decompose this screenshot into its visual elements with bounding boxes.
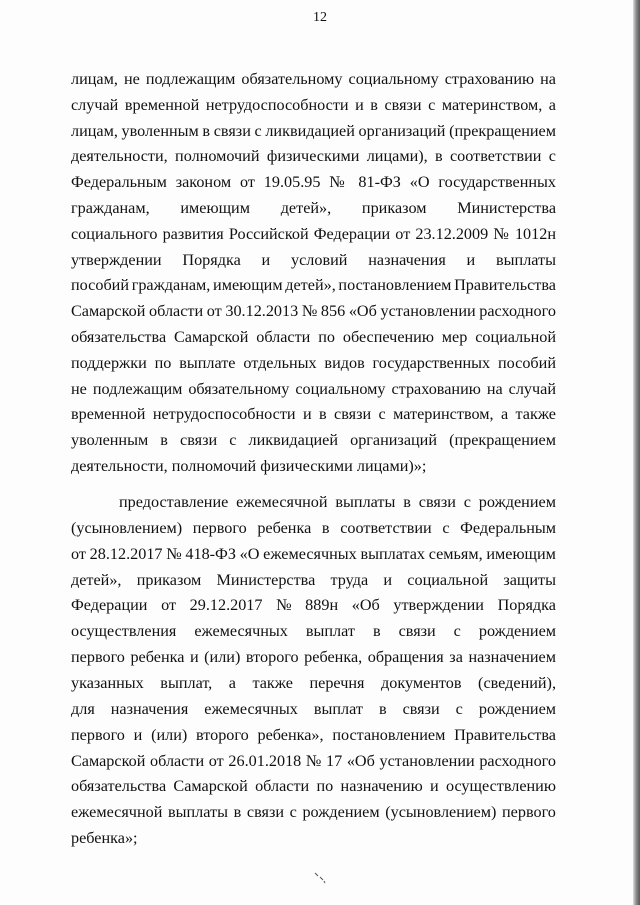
text-word: и (133, 725, 143, 744)
scan-speck-mark (313, 871, 327, 885)
text-line (71, 275, 556, 295)
text-word: ребенка, (304, 648, 363, 667)
text-line (71, 699, 556, 719)
text-word: за (449, 648, 463, 667)
text-word: в (403, 493, 411, 511)
text-word: «Об (348, 302, 377, 321)
text-line (71, 146, 556, 166)
text-line (119, 492, 556, 512)
text-word: ребенка», (257, 725, 324, 744)
text-word: 28.12.2017 (89, 544, 163, 563)
text-word: с (229, 431, 237, 450)
text-word: Федеральным законом от 19.05.95 № 81-ФЗ «О государственных (71, 173, 556, 192)
text-word: подлежащим (92, 379, 183, 398)
text-line (71, 647, 556, 667)
text-word: постановлением (332, 725, 446, 744)
text-word: ежемесячных (263, 544, 357, 563)
text-word: связи (213, 121, 251, 140)
text-line (71, 69, 556, 89)
text-word: утверждении (393, 596, 484, 615)
text-line (71, 673, 556, 693)
text-line (71, 95, 556, 115)
scan-edge-shadow (633, 0, 640, 905)
text-word: не (123, 70, 140, 88)
text-word: гражданам, (131, 276, 211, 295)
text-word: социального развития Российской Федерации от 23.12.2009 № 1012н (71, 224, 556, 243)
text-word: связи (418, 493, 456, 511)
text-word: осуществления ежемесячных выплат в связи с рождением (71, 622, 556, 641)
text-word: 17 (325, 751, 343, 770)
text-word: выплаты (335, 493, 396, 511)
text-word: деятельности, полномочий физическими лицами)»; (71, 457, 427, 475)
text-word: обращения (367, 648, 444, 667)
text-word: обязательства (71, 777, 167, 796)
text-word: ликвидацией (248, 431, 339, 450)
text-word: ежемесячной (236, 493, 328, 511)
text-word: поддержки по выплате отдельных видов государственных пособий (71, 353, 556, 372)
text-word: 26.01.2018 (228, 751, 302, 770)
text-line (71, 802, 556, 822)
text-word: Самарской (173, 777, 248, 796)
text-word: в (233, 803, 242, 822)
text-word: гражданам, имеющим детей», приказом Министерства (71, 199, 556, 217)
text-word: № (166, 544, 182, 563)
text-word: 30.12.2013 (225, 302, 299, 321)
text-word: временной нетрудоспособности и в связи с материнством, а также (71, 405, 556, 424)
text-word: указанных выплат, а также перечня документов (сведений), (71, 673, 556, 692)
text-word: ежемесячной (71, 803, 163, 822)
text-line (71, 570, 556, 590)
text-word: Самарской (71, 751, 146, 770)
text-word: от (208, 751, 224, 770)
text-word: пособий (71, 276, 130, 295)
text-word: социальной (475, 328, 556, 346)
text-word: с (254, 121, 262, 140)
text-word: организаций (358, 121, 446, 140)
text-word: обязательства (71, 328, 167, 346)
text-word: детей», (285, 276, 336, 295)
text-line (71, 518, 556, 538)
text-word: второго (196, 725, 249, 744)
text-line (71, 725, 556, 745)
text-line (71, 621, 556, 641)
text-word: с (463, 493, 471, 511)
text-line (71, 250, 556, 270)
text-word: (усыновлением) (385, 803, 497, 822)
text-word: от (161, 596, 177, 615)
text-word: социальному (348, 70, 439, 88)
text-word: (прекращением (449, 121, 556, 140)
text-word: Самарской (173, 328, 249, 346)
text-word: соответствии (449, 147, 542, 166)
text-word: полномочий (175, 147, 260, 166)
text-line (71, 828, 556, 848)
text-word: лицами), (366, 147, 428, 166)
text-word: установлении (379, 751, 475, 770)
text-word: и (430, 777, 439, 796)
text-word: и (189, 648, 199, 667)
text-word: назначению (340, 777, 423, 796)
text-line (71, 776, 556, 796)
text-word: (или) (204, 648, 241, 667)
text-line (71, 544, 556, 564)
text-word: утверждении Порядка и условий назначения и выплаты (71, 250, 556, 269)
text-word: организаций (350, 431, 437, 450)
text-word: (или) (151, 725, 188, 744)
text-word: расходного (479, 751, 556, 770)
text-word: социальному (295, 379, 386, 398)
text-word: имеющим (213, 276, 283, 295)
text-word: Порядка (497, 596, 556, 615)
text-word: 418-ФЗ (185, 544, 236, 563)
text-word: рождением (478, 493, 556, 511)
text-line (71, 430, 556, 450)
text-word: предоставление (119, 493, 229, 511)
text-word: для назначения ежемесячных выплат в связи с рождением (71, 699, 556, 718)
text-word: Федерации (71, 596, 148, 615)
text-word: области (256, 328, 311, 346)
text-word: постановлением (338, 276, 452, 295)
text-word: выплатах (360, 544, 426, 563)
text-word: «Об (346, 751, 375, 770)
text-word: области (149, 302, 204, 321)
text-line (71, 121, 556, 141)
text-line (71, 456, 556, 476)
text-word: подлежащим (145, 70, 236, 88)
text-word: 29.12.2017 (189, 596, 263, 615)
text-word: осуществлению (445, 777, 556, 796)
text-word: с (548, 147, 556, 166)
text-word: по (316, 777, 334, 796)
text-word: первого (71, 648, 125, 667)
text-word: 856 (320, 302, 346, 321)
text-word: на (540, 70, 556, 88)
text-word: Самарской (71, 302, 146, 321)
text-word: ребенка (130, 648, 185, 667)
text-word: не (71, 379, 87, 398)
text-word: в (435, 147, 443, 166)
text-line (71, 172, 556, 192)
text-word: случай (508, 379, 556, 398)
text-word: Правительства (454, 725, 556, 744)
text-word: уволенным (71, 431, 149, 450)
text-word: обеспечению (342, 328, 434, 346)
text-word: области (150, 751, 205, 770)
text-word: второго (245, 648, 299, 667)
text-word: № (305, 751, 322, 770)
text-line (71, 751, 556, 771)
text-word: области (255, 777, 310, 796)
text-word: 889н (305, 596, 339, 615)
text-word: имеющим (486, 544, 556, 563)
text-word: «Об (351, 596, 380, 615)
text-word: страхованию (391, 379, 481, 398)
text-word: (усыновлением) первого ребенка в соответствии с Федеральным (71, 518, 556, 537)
text-line (71, 353, 556, 373)
text-line (71, 379, 556, 399)
text-word: в (160, 431, 168, 450)
text-word: обязательному (188, 379, 290, 398)
text-word: на (486, 379, 503, 398)
text-line (71, 224, 556, 244)
text-word: Правительства (454, 276, 556, 295)
text-word: расходного (479, 302, 556, 321)
text-word: от (206, 302, 222, 321)
text-word: ликвидацией (265, 121, 355, 140)
text-word: ребенка»; (71, 829, 138, 848)
text-word: № (301, 302, 318, 321)
text-line (71, 198, 556, 218)
text-word: рождением (302, 803, 380, 822)
text-line (71, 301, 556, 321)
text-word: лицам, (71, 121, 118, 140)
text-word: детей», приказом Министерства труда и социальной защиты (71, 570, 556, 589)
text-word: от (71, 544, 86, 563)
text-word: выплаты (168, 803, 228, 822)
text-word: случай временной нетрудоспособности и в связи с материнством, а (71, 95, 556, 114)
text-word: № (276, 596, 292, 615)
text-word: «О (239, 544, 260, 563)
text-word: первого (502, 803, 556, 822)
text-line (71, 327, 556, 347)
text-word: по (318, 328, 335, 346)
text-line (71, 595, 556, 615)
text-word: связи (246, 803, 285, 822)
text-word: связи (180, 431, 218, 450)
text-line (71, 404, 556, 424)
text-word: уволенным (121, 121, 199, 140)
text-word: обязательному (241, 70, 343, 88)
text-word: физическими (266, 147, 360, 166)
text-word: установлении (380, 302, 476, 321)
text-word: мер (441, 328, 468, 346)
text-word: в (202, 121, 211, 140)
page-number: 12 (313, 10, 327, 25)
text-word: семьям, (428, 544, 483, 563)
text-word: лицам, (71, 70, 118, 88)
text-word: (прекращением (449, 431, 556, 450)
text-word: страхованию (444, 70, 535, 88)
text-word: деятельности, (71, 147, 168, 166)
text-word: первого (71, 725, 125, 744)
text-word: назначением (468, 648, 556, 667)
text-word: с (289, 803, 297, 822)
